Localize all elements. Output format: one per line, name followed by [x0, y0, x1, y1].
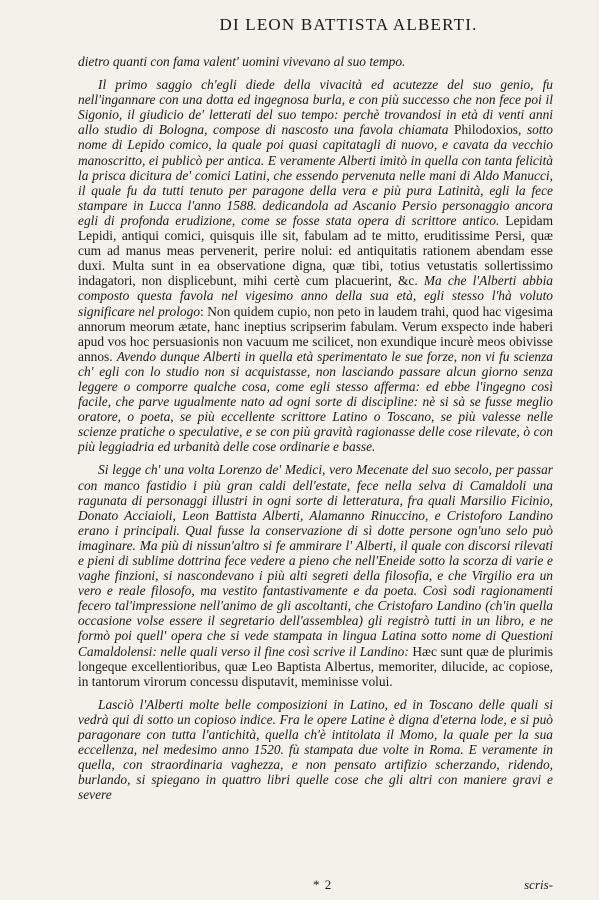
italic-text-run: Si legge ch' una volta Lorenzo de' Medici, vero Mecenate del suo secolo, per passar con manco fastidio i più gran caldi dell'estate, fece nella selva di Camaldoli una ragunata di personaggi illustri in ogni sorte di letteratura, fra quali Marsilio Ficinio, Donato Acciaioli, Leon Battista Alberti, Alamanno Rinuccino, e Cristoforo Landino erano i principali. Qual fusse la conservazione di sì dotte persone ogn'uno selo può imaginare. Ma più di nissun'altro si fe ammirare l' Alberti, il quale con discorsi rilevati e pieni di sublime dottrina fece vedere a pieno che nell'Eneide sotto la scorza di varie e vaghe finzioni, si nascondevano i più alti segreti della filosofia, e che Virgilio era un vero e reale filosofo, ma vestito fantastivamente e da poeta. Così sodi ragionamenti fecero tal'impressione nell'animo de gli ascoltanti, che Cristofaro Landino (ch'in quella occasione volse essere il segretario dell'assemblea) gli registrò tutti in un libro, e ne formò poi quell' opera che si vede stampata in lingua Latina sotto nome di Questioni Camaldolensi: nelle quali verso il fine così scrive il Landino:: [78, 462, 553, 659]
running-head: DI LEON BATTISTA ALBERTI.: [219, 15, 478, 34]
catchword: scris-: [524, 877, 553, 892]
paragraph: [78, 697, 553, 803]
italic-text-run: Lasciò l'Alberti molte belle composizioni in Latino, ed in Toscano delle quali si vedrà qui di sotto un copioso indice. Fra le opere Latine è digna d'eterna lode, e si può paragonare con tutta l'antichità, quella ch'è intitolata il Momo, la quale per la sua eccellenza, nel medesimo anno 1520. fù stampata due volte in Roma. E veramente in quella, con straordinaria vaghezza, e non pensato artifizio scherzando, ridendo, burlando, si spiegano in quattro libri quelle cose che gli altri con maniere gravi e severe: [78, 696, 553, 803]
paragraph: [78, 54, 553, 69]
paragraph: [78, 462, 553, 688]
roman-text-run: Hæc sunt quæ de plurimis longeque excellentioribus, quæ Leo Baptista Albertus, memoriter, dilucide, ac copiose, in tantorum virorum concessu disputavit, meminisse volui.: [78, 643, 553, 689]
body-text: [78, 54, 553, 803]
signature-mark: * 2: [313, 877, 333, 892]
italic-text-run: , sotto nome di Lepido comico, la quale poi quasi capitatagli di nuovo, e cavata da vecchio manoscritto, ei publicò per antica. E veramente Alberti imitò in quella con tanta felicità la prisca dicitura de' comici Latini, che essendo pervenuta nelle mani di Aldo Manucci, il quale fu da tutti tenuto per paragone della vera e più pura Latinità, egli la fece stampare in Lucca l'anno 1588. dedicandola ad Ascanio Persio personaggio ancora egli di profonda erudizione, come se fosse stata opera di scrittore antico.: [78, 122, 553, 228]
page-footer: [0, 877, 599, 895]
paragraph: [78, 77, 553, 454]
roman-text-run: Lepidam Lepidi, antiqui comici, quisquis ille sit, fabulam ad te mitto, eruditissime Persi, quæ cum ad manus meas pervenerit, perire nolui: ed antiquitatis rationem abendam esse duxi. Multa sunt in ea observatione digna, quæ tibi, totius vetustatis sollertissimo indagatori, non displicebunt, mihi certè cum placuerint, &c.: [78, 212, 553, 289]
roman-text-run: Philodoxios: [454, 122, 519, 138]
italic-text-run: Avendo dunque Alberti in quella età sperimentato le sue forze, non vi fu scienza ch' egli con lo studio non si acquistasse, non lasciando passare alcun giorno senza leggere o comporre qualche cosa, come egli stesso afferma: ed ebbe l'ingegno così facile, che parve ugualmente nato ad ogni sorte di discipline: nè si sà se fusse meglio oratore, o poeta, se più eccellente scrittore Latino o Toscano, se più valesse nelle scienze pratiche o speculative, e se con più gravità ragionasse delle cose rilevate, ò con più leggiadria ed urbanità delle cose ordinarie e basse.: [78, 348, 554, 455]
italic-text-run: Il primo saggio ch'egli diede della vivacità ed acutezze del suo genio, fu nell'ingannare con una dotta ed ingegnosa burla, e con più successo che non fece poi il Sigonio, il giudicio de' letterati del suo tempo: perchè trovandosi in età di venti anni allo studio di Bologna, compose di nascosto una favola chiamata: [78, 77, 553, 138]
roman-text-run: : Non quidem cupio, non peto in laudem trahi, quod hac vigesima annorum meorum ætate, hanc ineptius scripserim fabulam. Verum exspecto inde haberi apud vos hoc persuasionis non vacuum me scilicet, non exundique incurè meos obivisse annos.: [78, 303, 553, 364]
italic-text-run: Ma che l'Alberti abbia composto questa favola nel vigesimo anno della sua età, egli stesso l'hà voluto significare nel prologo: [78, 273, 553, 319]
italic-text-run: dietro quanti con fama valent' uomini vivevano al suo tempo.: [78, 54, 406, 69]
